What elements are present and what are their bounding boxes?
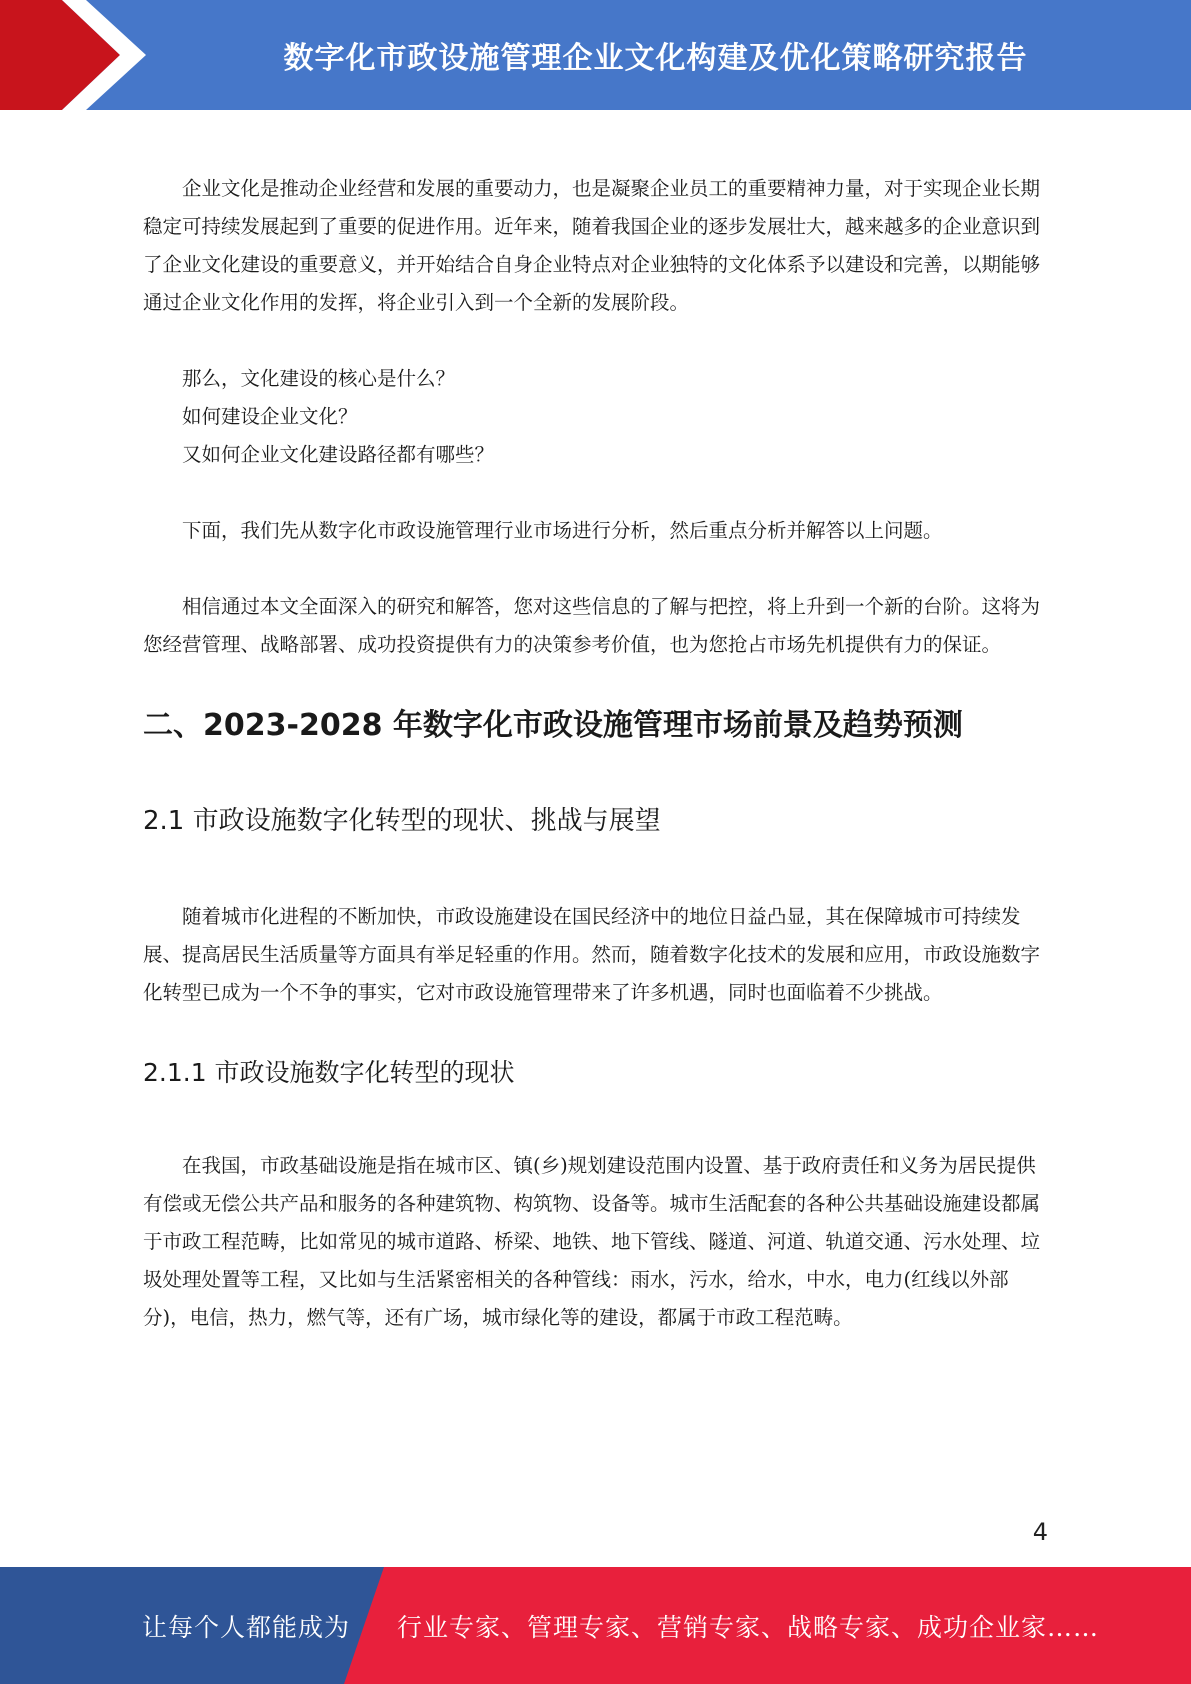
page-body [143, 170, 1046, 1337]
footer-band [0, 1567, 1191, 1684]
transition-paragraph: 下面，我们先从数字化市政设施管理行业市场进行分析，然后重点分析并解答以上问题。 [182, 519, 943, 542]
subsection-heading: 2.1 市政设施数字化转型的现状、挑战与展望 [143, 806, 661, 836]
subsubsection-heading: 2.1.1 市政设施数字化转型的现状 [143, 1058, 515, 1087]
footer-slogan-right: 行业专家、管理专家、营销专家、战略专家、成功企业家…… [397, 1612, 1100, 1642]
header-band [0, 0, 1191, 110]
question-line: 又如何企业文化建设路径都有哪些？ [182, 443, 495, 466]
subsubsection-paragraph: 在我国，市政基础设施是指在城市区、镇(乡)规划建设范围内设置、基于政府责任和义务为居民提供有偿或无偿公共产品和服务的各种建筑物、构筑物、设备等。城市生活配套的各种公共基础设施建设都属于市政工程范畴，比如常见的城市道路、桥梁、地铁、地下管线、隧道、河道、轨道交通、污水处理、垃圾处理处置等工程，又比如与生活紧密相关的各种管线：雨水，污水，给水，中水，电力(红线以外部分)，电信，热力，燃气等，还有广场，城市绿化等的建设，都属于市政工程范畴。 [143, 1154, 1041, 1329]
section-heading: 二、2023-2028 年数字化市政设施管理市场前景及趋势预测 [143, 708, 963, 743]
report-title: 数字化市政设施管理企业文化构建及优化策略研究报告 [283, 41, 1028, 76]
header-red-chevron-decoration [0, 0, 160, 110]
intro-paragraph: 企业文化是推动企业经营和发展的重要动力，也是凝聚企业员工的重要精神力量，对于实现企业长期稳定可持续发展起到了重要的促进作用。近年来，随着我国企业的逐步发展壮大，越来越多的企业意识到了企业文化建设的重要意义，并开始结合自身企业特点对企业独特的文化体系予以建设和完善，以期能够通过企业文化作用的发挥，将企业引入到一个全新的发展阶段。 [143, 177, 1041, 314]
footer-slogan-left: 让每个人都能成为 [142, 1612, 351, 1642]
subsection-paragraph: 随着城市化进程的不断加快，市政设施建设在国民经济中的地位日益凸显，其在保障城市可持续发展、提高居民生活质量等方面具有举足轻重的作用。然而，随着数字化技术的发展和应用，市政设施数字化转型已成为一个不争的事实，它对市政设施管理带来了许多机遇，同时也面临着不少挑战。 [143, 905, 1041, 1004]
value-paragraph: 相信通过本文全面深入的研究和解答，您对这些信息的了解与把控，将上升到一个新的台阶。这将为您经营管理、战略部署、成功投资提供有力的决策参考价值，也为您抢占市场先机提供有力的保证。 [143, 595, 1041, 656]
question-line: 那么，文化建设的核心是什么？ [182, 367, 456, 390]
page-number: 4 [1032, 1518, 1048, 1546]
question-line: 如何建设企业文化？ [182, 405, 358, 428]
